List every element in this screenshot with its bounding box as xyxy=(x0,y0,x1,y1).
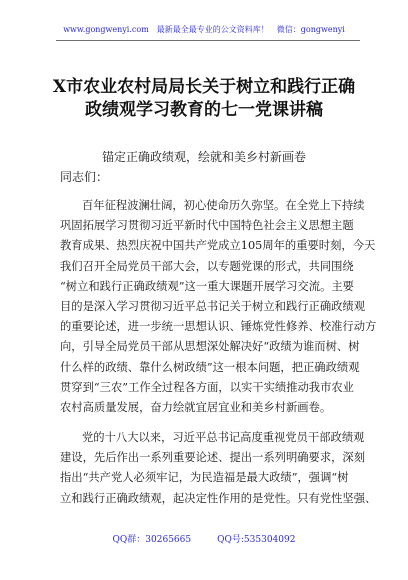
salutation: 同志们： xyxy=(60,170,109,184)
footer-qq-number: QQ号:535304092 xyxy=(217,535,296,545)
body-line: 农村高质量发展，奋力绘就宜居宜业和美乡村新画卷。 xyxy=(60,400,332,414)
body-line: 建设，先后作出一系列重要论述、提出一系列明确要求，深刻 xyxy=(60,451,366,465)
body-line: 的重要论述，进一步统一思想认识、锤炼党性修养、校准行动方 xyxy=(60,320,377,334)
page-header xyxy=(0,24,408,36)
body-line: 指出“共产党人必须牢记，为民造福是最大政绩”，强调“树 xyxy=(60,471,349,485)
paragraph-gap xyxy=(60,418,370,428)
body-line: 向，引导全局党员干部从思想深处解决好“政绩为谁而树、树 xyxy=(60,340,360,354)
header-slogan: 最新最全最专业的公文资料库！ xyxy=(156,25,269,34)
body-line: 目的是深入学习贯彻习近平总书记关于树立和践行正确政绩观 xyxy=(60,299,366,313)
body-line: 贯穿到“三农”工作全过程各方面，以实干实绩推动我市农业 xyxy=(60,380,354,394)
footer-qq-group: QQ群：30265665 xyxy=(112,535,192,545)
document-subtitle: 锚定正确政绩观，绘就和美乡村新画卷 xyxy=(101,150,306,164)
body-line: 立和践行正确政绩观，起决定性作用的是党性。只有党性坚强、 xyxy=(60,491,377,505)
body-line: 什么样的政绩、靠什么树政绩”这一根本问题，把正确政绩观 xyxy=(60,360,360,374)
body-line: 我们召开全局党员干部大会，以专题党课的形式，共同围绕 xyxy=(60,259,354,273)
body-line: 党的十八大以来，习近平总书记高度重视党员干部政绩观 xyxy=(82,431,365,445)
body-line: 巩固拓展学习贯彻习近平新时代中国特色社会主义思想主题 xyxy=(60,219,354,233)
body-line: “树立和践行正确政绩观”这一重大课题开展学习交流。主要 xyxy=(60,279,354,293)
header-wechat: 微信：gongwenyi xyxy=(276,25,345,34)
title-line-2: 政绩观学习教育的七一党课讲稿 xyxy=(85,100,323,120)
body-line: 百年征程波澜壮阔，初心使命历久弥坚。在全党上下持续 xyxy=(82,199,365,212)
header-site-link[interactable]: www.gongwenyi.com xyxy=(63,25,149,34)
body-line: 教育成果、热烈庆祝中国共产党成立105周年的重要时刻，今天 xyxy=(60,239,376,253)
page-footer xyxy=(0,534,408,546)
title-line-1: X市农业农村局局长关于树立和践行正确 xyxy=(52,77,356,97)
document-title xyxy=(40,76,368,122)
document-body xyxy=(60,196,377,509)
header-divider xyxy=(56,40,360,41)
